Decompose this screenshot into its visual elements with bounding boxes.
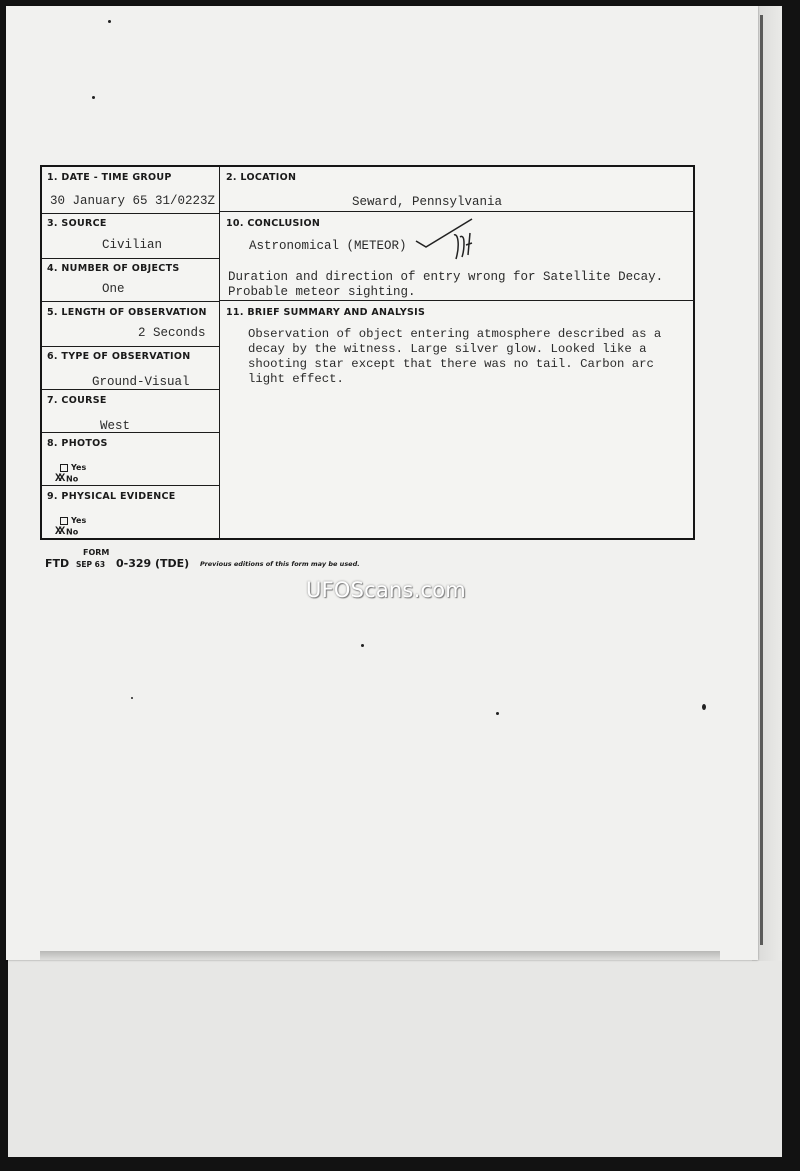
summary-line: light effect. <box>248 372 344 386</box>
checkbox-x-marked-icon: XX <box>55 473 63 485</box>
photos-no-option: XX No <box>55 473 79 485</box>
location-label: 2. LOCATION <box>226 172 297 183</box>
number-of-objects-label: 4. NUMBER OF OBJECTS <box>47 263 180 274</box>
summary-line: Observation of object entering atmosphere described as a <box>248 327 662 341</box>
source-value: Civilian <box>102 238 163 252</box>
footer-note: Previous editions of this form may be used. <box>200 560 360 568</box>
checkbox-empty-icon <box>60 517 68 525</box>
source-label: 3. SOURCE <box>47 218 107 229</box>
course-label: 7. COURSE <box>47 395 107 406</box>
conclusion-label: 10. CONCLUSION <box>226 218 321 229</box>
conclusion-note-line2: Probable meteor sighting. <box>228 285 416 299</box>
location-value: Seward, Pennsylvania <box>352 195 503 209</box>
watermark: UFOScans.com <box>306 578 466 602</box>
course-value: West <box>100 419 131 433</box>
brief-summary-text <box>248 327 661 387</box>
checkbox-x-marked-icon: XX <box>55 526 63 538</box>
physical-evidence-no-option: XX No <box>55 526 79 538</box>
handwritten-check-mark <box>414 215 494 265</box>
scan-speck <box>702 704 706 710</box>
summary-line: shooting star except that there was no tail. Carbon arc <box>248 357 654 371</box>
footer-form-number: 0-329 (TDE) <box>116 557 190 570</box>
date-time-group-label: 1. DATE - TIME GROUP <box>47 172 172 183</box>
footer-date: SEP 63 <box>76 560 106 569</box>
footer-form-word: FORM <box>83 548 110 557</box>
scan-speck <box>108 20 111 23</box>
scan-speck <box>361 644 364 647</box>
photos-yes-option: Yes <box>60 463 86 472</box>
photos-label: 8. PHOTOS <box>47 438 108 449</box>
footer-ftd: FTD <box>45 557 70 570</box>
physical-evidence-yes-option: Yes <box>60 516 86 525</box>
page-fold-shadow <box>40 951 720 961</box>
scan-speck <box>92 96 95 99</box>
conclusion-value: Astronomical (METEOR) <box>249 239 407 253</box>
scan-speck <box>496 712 499 715</box>
length-of-observation-value: 2 Seconds <box>138 326 206 340</box>
type-of-observation-value: Ground-Visual <box>92 375 190 389</box>
summary-line: decay by the witness. Large silver glow. Looked like a <box>248 342 647 356</box>
page-edge-line <box>760 15 763 945</box>
scan-speck <box>131 697 133 699</box>
type-of-observation-label: 6. TYPE OF OBSERVATION <box>47 351 191 362</box>
length-of-observation-label: 5. LENGTH OF OBSERVATION <box>47 307 207 318</box>
date-time-group-value: 30 January 65 31/0223Z <box>50 194 216 208</box>
checkbox-empty-icon <box>60 464 68 472</box>
project-record-card <box>40 165 695 540</box>
underlying-page <box>8 945 782 1157</box>
brief-summary-label: 11. BRIEF SUMMARY AND ANALYSIS <box>226 307 426 318</box>
conclusion-note-line1: Duration and direction of entry wrong for Satellite Decay. <box>228 270 664 284</box>
physical-evidence-label: 9. PHYSICAL EVIDENCE <box>47 491 176 502</box>
number-of-objects-value: One <box>102 282 125 296</box>
